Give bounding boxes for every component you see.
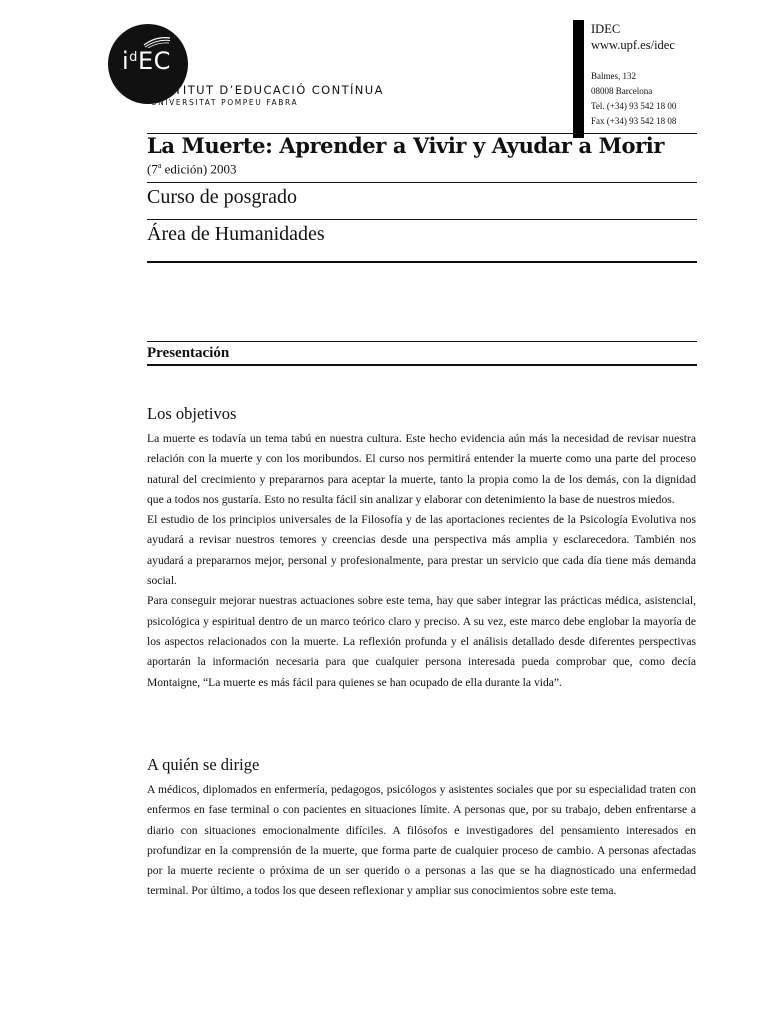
logo-mark-i: i bbox=[122, 47, 130, 75]
audience-text bbox=[147, 780, 696, 902]
objectives-text bbox=[147, 429, 696, 693]
section-heading-presentation: Presentación bbox=[147, 345, 230, 361]
course-type: Curso de posgrado bbox=[147, 186, 297, 208]
idec-logo bbox=[108, 24, 384, 110]
audience-heading: A quién se dirige bbox=[147, 755, 260, 774]
edition-rest: edición) 2003 bbox=[161, 161, 237, 177]
audience-paragraph: A médicos, diplomados en enfermería, pedagogos, psicólogos y asistentes sociales que por su especialidad traten con enfermos en fase terminal o con pacientes en situaciones límite. A personas que, por su trabajo, deben enfrentarse a diario con situaciones emocionalmente difíciles. A filósofos e investigadores del pensamiento interesados en profundizar en la comprensión de la muerte, que forma parte de cualquier proceso de cambio. A personas afectadas por la muerte reciente o próxima de un ser querido o a personas a las que se ha diagnosticado una enfermedad terminal. Por último, a todos los que deseen reflexionar y ampliar sus conocimientos sobre este tema. bbox=[147, 783, 696, 898]
institute-name: INSTITUT D’EDUCACIÓ CONTÍNUA bbox=[151, 83, 384, 97]
logo-mark-d: d bbox=[129, 50, 138, 65]
objectives-paragraph: La muerte es todavía un tema tabú en nuestra cultura. Este hecho evidencia aún más la necesidad de revisar nuestra relación con la muerte y con los moribundos. El curso nos permitirá entender la muerte como una parte del proceso natural del crecimiento y prepararnos para aceptar la muerte, tanto la propia como la de los demás, con la dignidad que a todos nos gustaría. Esto no resulta fácil sin analizar y elaborar con detenimiento la base de nuestros miedos. bbox=[147, 432, 696, 506]
logo-mark-ec: EC bbox=[137, 47, 171, 75]
edition-number: 7 bbox=[151, 161, 158, 177]
contact-url[interactable]: www.upf.es/idec bbox=[591, 38, 675, 52]
contact-address-street: Balmes, 132 bbox=[591, 71, 636, 81]
contact-org: IDEC bbox=[591, 22, 621, 36]
objectives-paragraph: El estudio de los principios universales de la Filosofía y de las aportaciones recientes de la Psicología Evolutiva nos ayudará a revisar nuestros temores y creencias desde una perspectiva más amplia y esclarecedora. También nos ayudará a prepararnos mejor, personal y profesionalmente, para prestar un servicio que cada día tiene más demanda social. bbox=[147, 513, 696, 588]
section-top-rule bbox=[147, 341, 697, 342]
edition-sup: a bbox=[157, 161, 162, 170]
course-edition: (7$^a$ edición) 2003 bbox=[147, 161, 237, 177]
title-rule-3 bbox=[147, 219, 697, 220]
contact-phone: Tel. (+34) 93 542 18 00 bbox=[591, 101, 677, 111]
objectives-paragraph: Para conseguir mejorar nuestras actuaciones sobre este tema, hay que saber integrar las prácticas médica, asistencial, psicológica y espiritual dentro de un marco teórico claro y preciso. A su vez, este marco debe englobar la mayoría de los aspectos relacionados con la muerte. La reflexión profunda y el análisis detallado desde diferentes perspectivas aportarán la información necesaria para que cualquier persona interesada pueda comprobar que, como decía Montaigne, “La muerte es más fácil para quienes se han ocupado de ella durante la vida”. bbox=[147, 594, 696, 689]
course-title: La Muerte: Aprender a Vivir y Ayudar a Morir bbox=[147, 133, 664, 158]
objectives-heading: Los objetivos bbox=[147, 404, 237, 423]
course-area: Área de Humanidades bbox=[147, 223, 325, 245]
logo-mark bbox=[122, 47, 171, 75]
contact-fax: Fax (+34) 93 542 18 08 bbox=[591, 116, 677, 126]
contact-divider-bar bbox=[573, 20, 584, 138]
section-bottom-rule bbox=[147, 364, 697, 366]
contact-address-city: 08008 Barcelona bbox=[591, 86, 653, 96]
title-rule-2 bbox=[147, 182, 697, 183]
title-bottom-rule bbox=[147, 261, 697, 263]
university-name: UNIVERSITAT POMPEU FABRA bbox=[151, 98, 299, 107]
